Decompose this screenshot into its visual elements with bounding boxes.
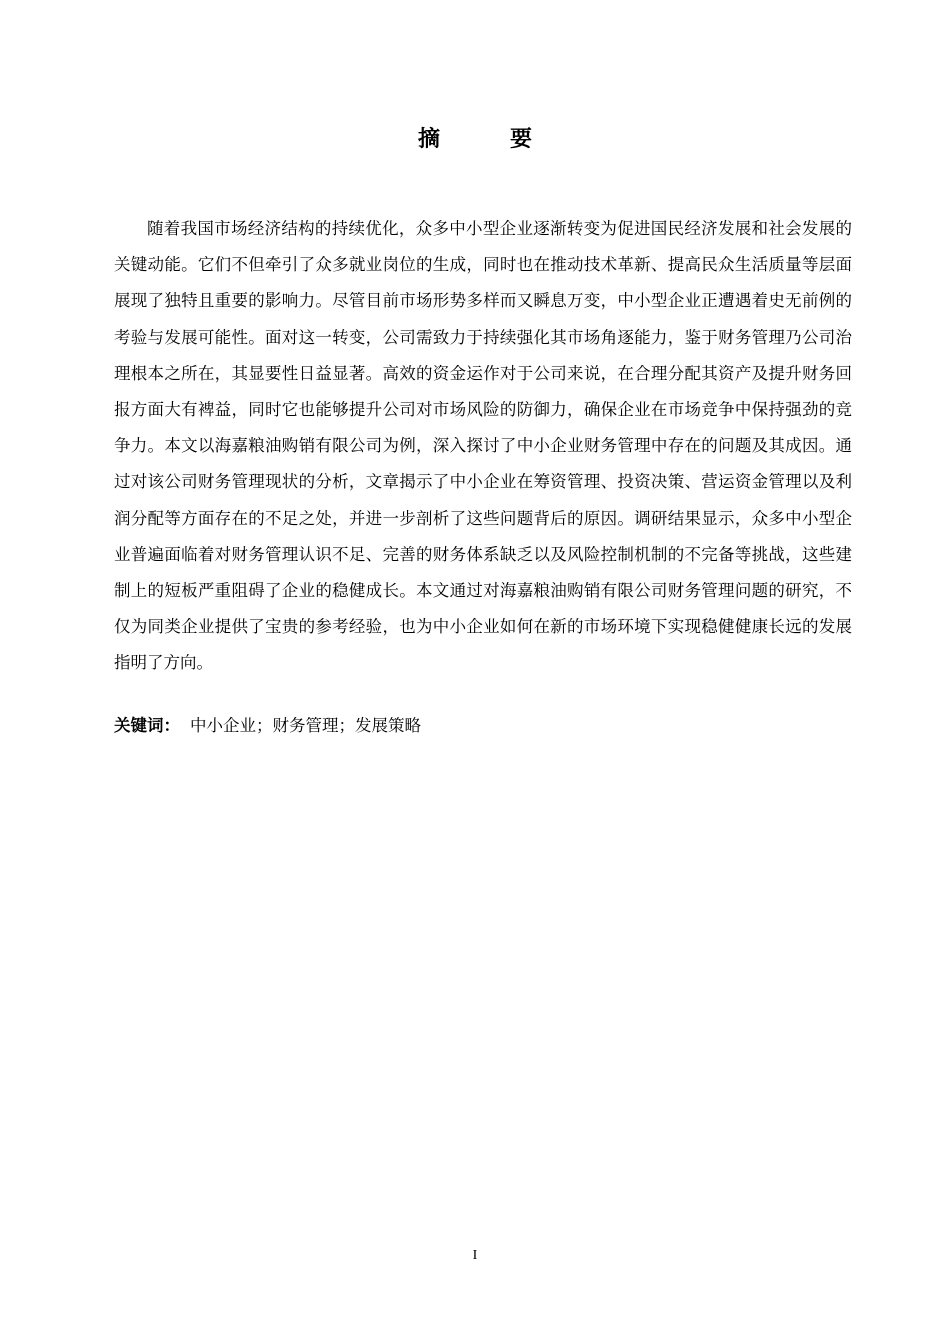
keywords-value: 中小企业；财务管理；发展策略 — [190, 716, 421, 735]
keywords-line — [114, 708, 852, 744]
abstract-title: 摘 要 — [417, 127, 556, 152]
keywords-label: 关键词： — [114, 716, 180, 735]
page-number: I — [472, 1248, 478, 1263]
abstract-body: 随着我国市场经济结构的持续优化，众多中小型企业逐渐转变为促进国民经济发展和社会发展的关键动能。它们不但牵引了众多就业岗位的生成，同时也在推动技术革新、提高民众生活质量等层面展现了独特且重要的影响力。尽管目前市场形势多样而又瞬息万变，中小型企业正遭遇着史无前例的考验与发展可能性。面对这一转变，公司需致力于持续强化其市场角逐能力，鉴于财务管理乃公司治理根本之所在，其显要性日益显著。高效的资金运作对于公司来说，在合理分配其资产及提升财务回报方面大有裨益，同时它也能够提升公司对市场风险的防御力，确保企业在市场竞争中保持强劲的竞争力。本文以海嘉粮油购销有限公司为例，深入探讨了中小企业财务管理中存在的问题及其成因。通过对该公司财务管理现状的分析，文章揭示了中小企业在筹资管理、投资决策、营运资金管理以及利润分配等方面存在的不足之处，并进一步剖析了这些问题背后的原因。调研结果显示，众多中小型企业普遍面临着对财务管理认识不足、完善的财务体系缺乏以及风险控制机制的不完备等挑战，这些建制上的短板严重阻碍了企业的稳健成长。本文通过对海嘉粮油购销有限公司财务管理问题的研究，不仅为同类企业提供了宝贵的参考经验，也为中小企业如何在新的市场环境下实现稳健健康长远的发展指明了方向。 — [114, 219, 852, 673]
